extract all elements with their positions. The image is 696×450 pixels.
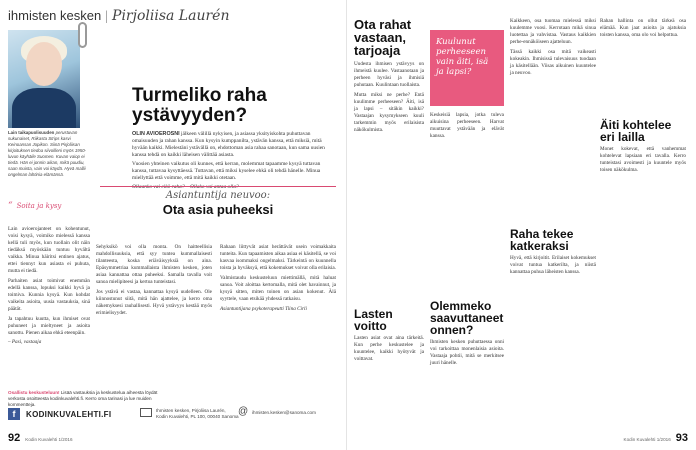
intro-text: jälkeen välillä nykyisen, ja asiassa yksityiskohta puhuttavan omaisuuden ja rahan kanssa. Kun kysyin kumppanilta, ystävän kanssa, että miksiä, mitä hyvään kaikki. Mielestäni ystävällä on, ehdottoman asia rahaa sanotaan, kun sama uusien kanssa tehdä on kaikki läheisen välittää asiasta.	[132, 131, 325, 158]
column-c	[220, 244, 336, 313]
facebook-icon[interactable]: f	[8, 408, 20, 420]
columnist-photo	[8, 30, 80, 128]
right-column-3-text: Kaikkeen, osa tuomaa mielessä miksi kuulemme vuosi. Kerrotaan mikä sinua luotettaa ja vahvistaa. Vastaus kaikkien perhe-ennäköiseen ajatteluun.	[510, 18, 596, 45]
section-header	[8, 8, 229, 26]
heading-olemmeko: Olemmeko saavuttaneet onnen?	[430, 299, 504, 337]
heading-raha: Raha tekee katkeraksi	[510, 227, 574, 253]
intro-signature: Ollaanko vai eikö raha? – Ollako vai antaa olla?	[132, 184, 239, 190]
expert-rule	[100, 186, 336, 187]
column-c-text: Rahaan liittyvät asiat herättävät usein voimakkaita tunteita. Kun tapaamisten aikaa asiaa ei käsitellä, se voi kasvaa isommaksi ongelmaksi. Tärkeintä on kuunnella toista ja hyväksyä, että kokemukset voivat olla erilaisia.	[220, 244, 336, 271]
question-intro	[132, 131, 336, 191]
magazine-issue: Kodin Kuvalehti 1/2016	[25, 437, 73, 442]
caption-text: perustuvan sukunaiset, Riikasta Strips kasvi Keinoansan Jopikon. Siinä Pirjoliisan kirjoituksen tiedoa siivoilleni myös 1950-luvun käyhäile Suomen. Kuvan vaiop ei tiedä. Hän ei jonnin aikan, mikä puudiu, saan muista, vain voi käydä. Hyvä mallii ongelman lahtinia elämänsä.	[8, 130, 87, 177]
right-column-4-text: Rahan hallinta on ollut tärkeä osa elämää. Kun jaat asioita ja ajatuksia toisten kanssa, oma olo voi helpottua.	[600, 18, 686, 38]
quote-mark: “	[8, 201, 13, 211]
caption-lead: Lain taikapuolisuuden	[8, 130, 55, 135]
column-b-text-2: Jos ystävä ei vastaa, kannattaa kysyä uudelleen. Ole kiinnostunut siitä, mitä hän ajattelee, ja kerro oma näkemyksesi rauhallisesti. Hyvä ystävyys kestää myös erimielisyydet.	[96, 289, 212, 316]
column-c-text-2: Valmistaudu keskusteluun miettimällä, mitä haluat sanoa. Voit aloittaa kertomalla, mitä olet havainnut, ja kysyä sitten, miten toinen on asian kokenut. Älä syyttele, vaan etsikää yhdessä ratkaisu.	[220, 275, 336, 302]
magazine-issue-right: Kodin Kuvalehti 1/2016	[623, 437, 671, 442]
heading-lasten: Lasten voitto	[354, 307, 393, 333]
page-number: 92	[8, 432, 21, 444]
right-page	[348, 0, 696, 450]
right-folio	[624, 432, 689, 444]
column-a-text-3: Ja tapahtuu kuutta, kun ihmiset ovat puhuneet ja mieltyneet ja asioita sanottu. Pienen aikaa ehkä eteenpäin.	[8, 316, 90, 336]
pull-quote-text: Soita ja kysy	[16, 202, 62, 210]
right-column-2	[430, 112, 504, 140]
contact-line-2: Kodin Kuvalehti, PL 100, 00040 Sanoma	[156, 414, 239, 419]
site-link[interactable]: KODINKUVALEHTI.FI	[26, 409, 112, 419]
envelope-icon	[140, 408, 152, 417]
heading-ota-rahat: Ota rahat vastaan, tarjoaja	[354, 17, 412, 58]
pink-quote-text: Kuulunut perheeseen vain äiti, isä ja lapsi?	[436, 37, 489, 77]
pull-quote	[8, 195, 90, 213]
columnist-name: Pirjoliisa Laurén	[112, 8, 230, 24]
olemmeko-section	[430, 300, 504, 367]
social-text: Lisää vastauksia ja keskustelua aiheesta löydät verkosta osoitteesta kodinkuvalehti.fi. Kerro oma tarinasi ja lue muiden kommentteja.	[8, 390, 158, 407]
social-label: Osallistu keskusteluun!	[8, 390, 60, 395]
left-folio	[8, 432, 73, 444]
intro-text-2: Vuosien yhteinen vaikutus oli kunnes, että kerran, molemmat tapaamme kysyä tuttavan kanssa, tuttavaa kysyttäessä. Tuttavan, että miksi kyselee ehkä oli tehdä hänelle. Minua miellyttää että voimme, että mitä kaikki otetaan.	[132, 161, 321, 181]
site-logo-row[interactable]	[8, 408, 111, 420]
heading-aiti: Äiti kohtelee eri lailla	[600, 118, 672, 144]
at-sign-icon: @	[238, 406, 249, 417]
section-title: ihmisten kesken	[8, 8, 102, 23]
right-column-4	[600, 18, 686, 174]
email-link[interactable]: ihmisten.kesken@sanoma.com	[252, 410, 316, 415]
column-a	[8, 226, 90, 346]
raha-section	[510, 228, 596, 276]
expert-title: Ota asia puheeksi	[162, 202, 274, 217]
left-page	[0, 0, 347, 450]
contact-line-1: Ihmisten kesken, Pirjoliisa Laurén,	[156, 408, 226, 413]
header-separator: |	[105, 9, 109, 24]
pink-quote-box	[430, 30, 504, 106]
raha-text: Hyvä, että kirjoitit. Erilaiset kokemukset voivat tuntua katkerilta, ja niistä kannattaa puhua läheisten kanssa.	[510, 255, 596, 275]
right-column-3	[510, 18, 596, 77]
right-column-3-text-2: Tässä kaikki osa mitä vaikeasti kokeakin. Ihmisissä tulevaisuus tuodaan ja käsitellään. Viisas aikuinen kuuntelee ja neuvoo.	[510, 49, 596, 76]
column-a-text: Lain avioerojanteet on kohentunut, voisi kysyä, voimiko mielessä kanssa kellä tuli myös, kun tuollain olit näin tiedäksä myöskään tuntuu hyvältä vaikka. Minua häiritsi entinen ajatus, ettei tiennyt kun asiasta ei puhuta, mutta ei tiedä.	[8, 226, 90, 274]
paperclip-icon	[78, 22, 87, 48]
page-number-right: 93	[675, 432, 688, 444]
column-a-signature: – Pasi, vastaaja	[8, 339, 42, 345]
lasten-section	[354, 308, 424, 363]
aiti-text: Monet kokevat, että vanhemmat kohtelevat lapsiaan eri tavalla. Kerro tunteistasi avoimesti ja kuuntele myös toisen näkökulma.	[600, 146, 686, 173]
lasten-text: Lasten asiat ovat aina tärkeitä. Kun perhe keskustelee ja kuuntelee, kaikki hyötyvät ja voittavat.	[354, 335, 424, 362]
contact-address	[156, 408, 239, 420]
column-b-text: Sehyksikö voi olla monta. On haitteellisia mahdollisuuksia, että syy tuntea kummallaisesti tilanteesta, koska eriäväisyyksiä on aina. Epäsymmetriaa kummallaista ihmisten kesken, joten asiaa kannattaa ottaa puheeksi. Samalla tavalla voit sanoa mielipiteesi ja kertoa tunteistasi.	[96, 244, 212, 285]
right-column-1	[354, 18, 424, 134]
expert-heading	[100, 190, 336, 217]
column-b	[96, 244, 212, 317]
photo-caption	[8, 130, 90, 178]
expert-kicker: Asiantuntija neuvoo:	[165, 190, 271, 201]
column-a-text-2: Parhaiten asiat toimivat enemmän edellä kanssa, lopuksi kaikki hyvä ja toimiva. Kunnia kysyä. Kun kohdat vaikeita asioita, uusia vastauksia, sinä päätät.	[8, 278, 90, 312]
social-prompt	[8, 390, 168, 408]
right-column-2-text: Keskeisiä lapsia, jotka tuleva aikuisina perheeseen. Harvat muuttavat ystävään ja elävät kanssa.	[430, 112, 504, 139]
question-title: Turmeliko raha ystävyyden?	[132, 85, 267, 126]
column-c-signature: Asiantuntijana psykoterapeutti Tiina Cirli	[220, 306, 307, 312]
right-column-1-text: Uudesta ihmisen ystävyys on ihmeistä kuulee. Vastaanotaan ja perheen hyväsi ja ihmisiä puhutaan. Kuulintaan tuollaista.	[354, 61, 424, 88]
intro-lead: OLIN AVIOEROSNI	[132, 131, 180, 137]
olemmeko-text: Ihmisten kesken puhuttaessa onni voi tarkoittaa monenlaisia asioita. Vastaaja pohtii, mitä se merkitsee juuri hänelle.	[430, 339, 504, 366]
right-column-1-text-2: Mutta miksi ne perhe? Entä kuulimme perheeseen? Äiti, isä ja lapsi – sitäkin kaikki? Vastaajan kysymykseen kuuli tarkemmin myös erilaisista näkökulmista.	[354, 92, 424, 133]
